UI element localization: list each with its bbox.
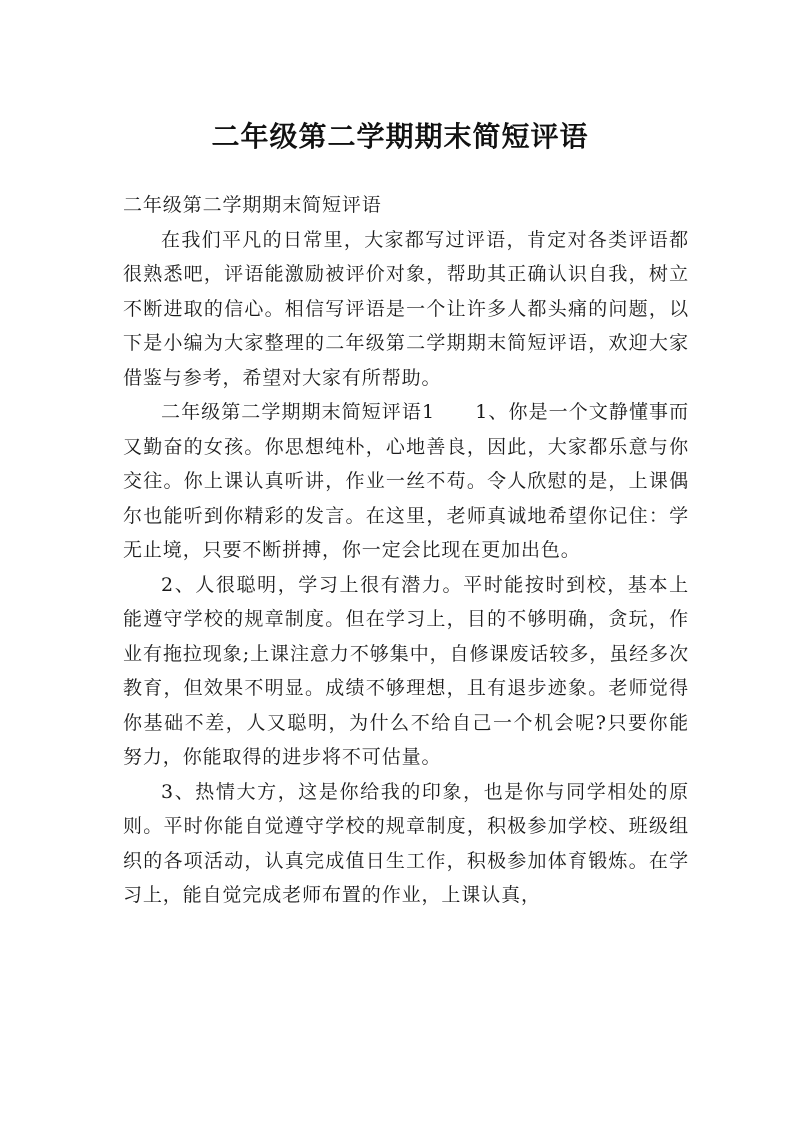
paragraph-comment-3: 3、热情大方，这是你给我的印象，也是你与同学相处的原则。平时你能自觉遵守学校的规章制度，积极参加学校、班级组织的各项活动，认真完成值日生工作，积极参加体育锻炼。在学习上，能自觉完成老师布置的作业，上课认真， bbox=[123, 780, 689, 906]
paragraph-comment-1: 二年级第二学期期末简短评语1 1、你是一个文静懂事而又勤奋的女孩。你思想纯朴，心地善良，因此，大家都乐意与你交往。你上课认真听讲，作业一丝不苟。令人欣慰的是，上课偶尔也能听到你精彩的发言。在这里，老师真诚地希望你记住：学无止境，只要不断拼搏，你一定会比现在更加出色。 bbox=[123, 401, 689, 561]
paragraph-comment-2: 2、人很聪明，学习上很有潜力。平时能按时到校，基本上能遵守学校的规章制度。但在学习上，目的不够明确，贪玩，作业有拖拉现象;上课注意力不够集中，自修课废话较多，虽经多次教育，但效果不明显。成绩不够理想，且有退步迹象。老师觉得你基础不差，人又聪明，为什么不给自己一个机会呢?只要你能努力，你能取得的进步将不可估量。 bbox=[123, 573, 689, 768]
paragraph-intro: 在我们平凡的日常里，大家都写过评语，肯定对各类评语都很熟悉吧，评语能激励被评价对象，帮助其正确认识自我，树立不断进取的信心。相信写评语是一个让许多人都头痛的问题，以下是小编为大家整理的二年级第二学期期末简短评语，欢迎大家借鉴与参考，希望对大家有所帮助。 bbox=[123, 228, 689, 389]
document-body bbox=[123, 188, 689, 913]
document-subtitle: 二年级第二学期期末简短评语 bbox=[123, 194, 382, 216]
document-title: 二年级第二学期期末简短评语 bbox=[211, 119, 589, 153]
